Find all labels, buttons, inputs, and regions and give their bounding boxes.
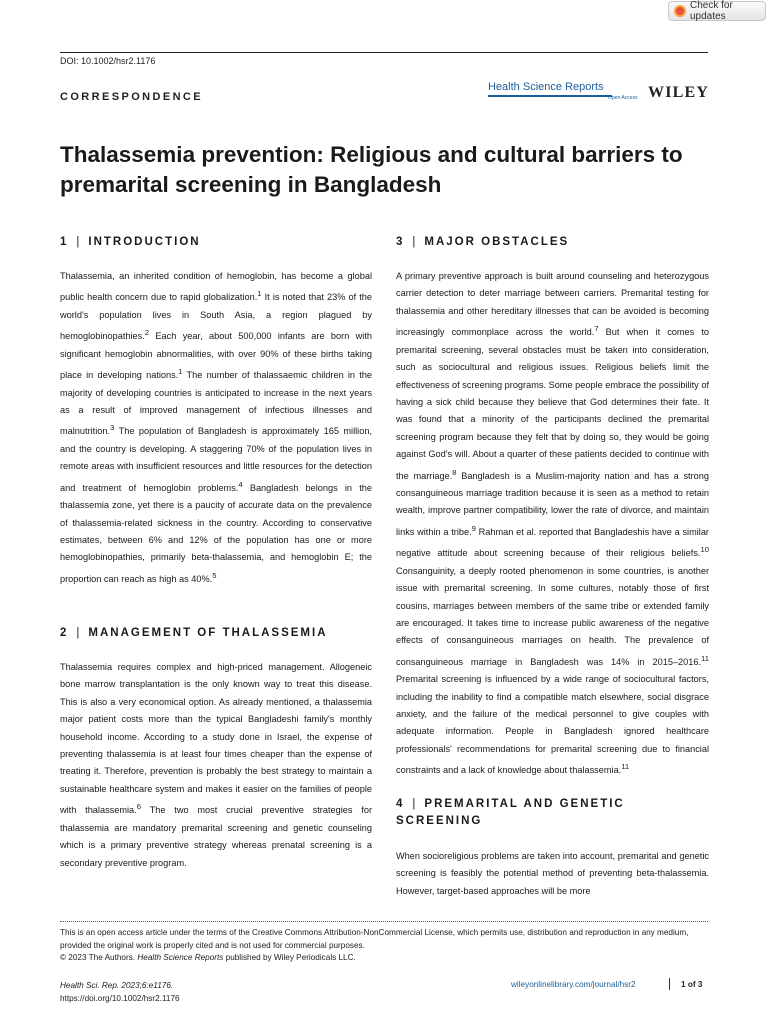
- citation-ref[interactable]: 5: [212, 570, 217, 580]
- license-notice: [60, 927, 710, 965]
- section-heading-obstacles: 3 | MAJOR OBSTACLES: [396, 236, 570, 248]
- section-heading-management: 2 | MANAGEMENT OF THALASSEMIA: [60, 627, 328, 639]
- citation-ref[interactable]: 8: [452, 467, 457, 477]
- section-heading-screening: 4 | PREMARITAL AND GENETIC SCREENING: [396, 798, 625, 827]
- journal-citation: Health Sci. Rep. 2023;6:e1176.: [60, 981, 174, 990]
- license-text: This is an open access article under the terms of the Creative Commons Attribution-NonCommercial License, which permits use, distribution and reproduction in any medium, provided the original work is properly cited and is not used for commercial purposes.: [60, 928, 689, 950]
- check-for-updates-label: Check for updates: [690, 0, 733, 22]
- publisher-logo: WILEY: [648, 84, 710, 101]
- journal-url-link[interactable]: wileyonlinelibrary.com/journal/hsr2: [511, 980, 636, 989]
- obstacles-paragraph: A primary preventive approach is built around counseling and heterozygous carrier detection to deter marriage between carriers. Premarital testing for thalassemia and other hereditary illnesses that can be avoided is becoming increasingly commonplace across the world.$^7$ But when it comes to premarital screening, several obstacles must be taken into consideration, such as sociocultural and religious issues. Religious beliefs limit the effectiveness of screening programs. Some people embrace the possibility of having a sick child because they believe that God determines their fate. It was found that a minority of the participants declined the premarital screening program because they felt that by doing so, they would be going against God's will. About a quarter of these patients decided to continue with the marriage.$^8$ Bangladesh is a Muslim-majority nation and has a strong consanguineous marriage tradition because it is seen as a method to retain wealth, improve partner compatibility, lower the rate of divorce, and maintain links within a tribe.$^9$ Rahman et al. reported that Bangladeshis have a similar negative attitude about screening because of their religious beliefs.$^{10}$ Consanguinity, a deeply rooted phenomenon in some countries, is another issue with premarital screening. In some cultures, notably those of first cousins, marriages between members of the same tribe or extended family are encouraged. It takes time to increase public awareness of the negative effects of consanguineous marriages on health. The prevalence of consanguineous marriage in Bangladesh was 14% in 2015–2016.11 Premarital screening is influenced by a wide range of sociocultural factors, including the inability to find a compatible match elsewhere, social disgrace anxiety, and the failure of the medical personnel to give couples with adequate information. People in Bangladesh ignored healthcare professionals' recommendations for premarital screening due to financial constraints and a lack of knowledge about thalassemia.$^{11}$: [396, 271, 709, 776]
- journal-underline: [488, 95, 612, 97]
- section-title: MANAGEMENT OF THALASSEMIA: [88, 627, 328, 639]
- citation-ref[interactable]: 1: [178, 367, 183, 377]
- journal-name: Health Science Reports: [488, 81, 604, 93]
- section-number: 3: [396, 236, 405, 248]
- section-label: CORRESPONDENCE: [60, 91, 204, 103]
- open-access-label: Open Access: [608, 95, 638, 101]
- section-heading-introduction: 1 | INTRODUCTION: [60, 236, 201, 248]
- section-title: MAJOR OBSTACLES: [424, 236, 570, 248]
- section-number: 1: [60, 236, 69, 248]
- doi: DOI: 10.1002/hsr2.1176: [60, 56, 156, 66]
- section-number: 2: [60, 627, 69, 639]
- section-title: INTRODUCTION: [88, 236, 201, 248]
- citation-ref[interactable]: 7: [594, 324, 599, 334]
- management-paragraph: Thalassemia requires complex and high-priced management. Allogeneic bone marrow transplantation is the only known way to treat this disease. This is also a very economical option. As already mentioned, a thalassemia major patient costs more than the typical Bangladeshi family's monthly household income. According to a study done in Israel, the expense of preventing thalassemia is at least four times cheaper than the expense of treating it. Therefore, prevention is probably the best strategy to maintain a sustainable healthcare system and makes it easier on the families of people with thalassemia.$^6$ The two most crucial preventive strategies for thalassemia are mandatory premarital screening and genetic counseling which is a primary preventive strategy whereas prenatal screening is a secondary preventive program.: [60, 662, 373, 868]
- citation-ref[interactable]: 6: [136, 802, 141, 812]
- check-for-updates-button[interactable]: [668, 1, 766, 21]
- citation-ref[interactable]: 1: [257, 289, 262, 299]
- citation-ref[interactable]: 11: [621, 762, 630, 772]
- citation-ref[interactable]: 2: [144, 328, 150, 338]
- doi-link[interactable]: https://doi.org/10.1002/hsr2.1176: [60, 993, 180, 1003]
- article-title: Thalassemia prevention: Religious and cultural barriers to premarital screening in Bangladesh: [60, 142, 683, 197]
- header-rule: [60, 52, 708, 53]
- crossmark-icon: [674, 5, 686, 17]
- introduction-paragraph: Thalassemia, an inherited condition of hemoglobin, has become a global public health concern due to rapid globalization.$^1$ It is noted that 23% of the world's population lives in South Asia, a region plagued by hemoglobinopathies.$^2$ Each year, about 500,000 infants are born with significant hemoglobin abnormalities, with over 90% of these births taking place in developing nations.$^1$ The number of thalassaemic children in the majority of developing countries is anticipated to increase in the next years as a result of improved management of infectious illnesses and malnutrition.$^3$ The population of Bangladesh is approximately 165 million, and the country is developing. A staggering 70% of the population lives in remote areas with insufficient resources and little resources for the detection and treatment of hemoglobin problems.$^4$ Bangladesh belongs in the thalassemia zone, yet there is a paucity of accurate data on the prevalence of thalassemia-related sickness in the country. According to conservative estimates, between 6% and 12% of the population has one or more hemoglobinopathies, primarily beta-thalassemia, and hemoglobin E; the proportion can reach as high as 40%.$^5$: [60, 271, 373, 584]
- citation-ref[interactable]: 9: [471, 523, 476, 533]
- citation-ref[interactable]: 3: [110, 423, 115, 433]
- screening-paragraph: When socioreligious problems are taken into account, premarital and genetic screening is feasibly the potential method of preventing beta-thalassemia. However, target-based approaches will be more: [396, 851, 709, 896]
- citation-ref[interactable]: 4: [238, 479, 243, 489]
- section-title: PREMARITAL AND GENETIC SCREENING: [396, 798, 625, 827]
- footer-divider: [669, 978, 670, 990]
- citation-block: [60, 980, 180, 1005]
- citation-ref[interactable]: 10: [700, 545, 709, 555]
- copyright-line: © 2023 The Authors. Health Science Reports published by Wiley Periodicals LLC.: [60, 953, 356, 962]
- page-number: 1 of 3: [681, 980, 703, 989]
- citation-ref[interactable]: 11: [701, 653, 709, 663]
- section-number: 4: [396, 798, 405, 810]
- footer-rule: [60, 921, 708, 922]
